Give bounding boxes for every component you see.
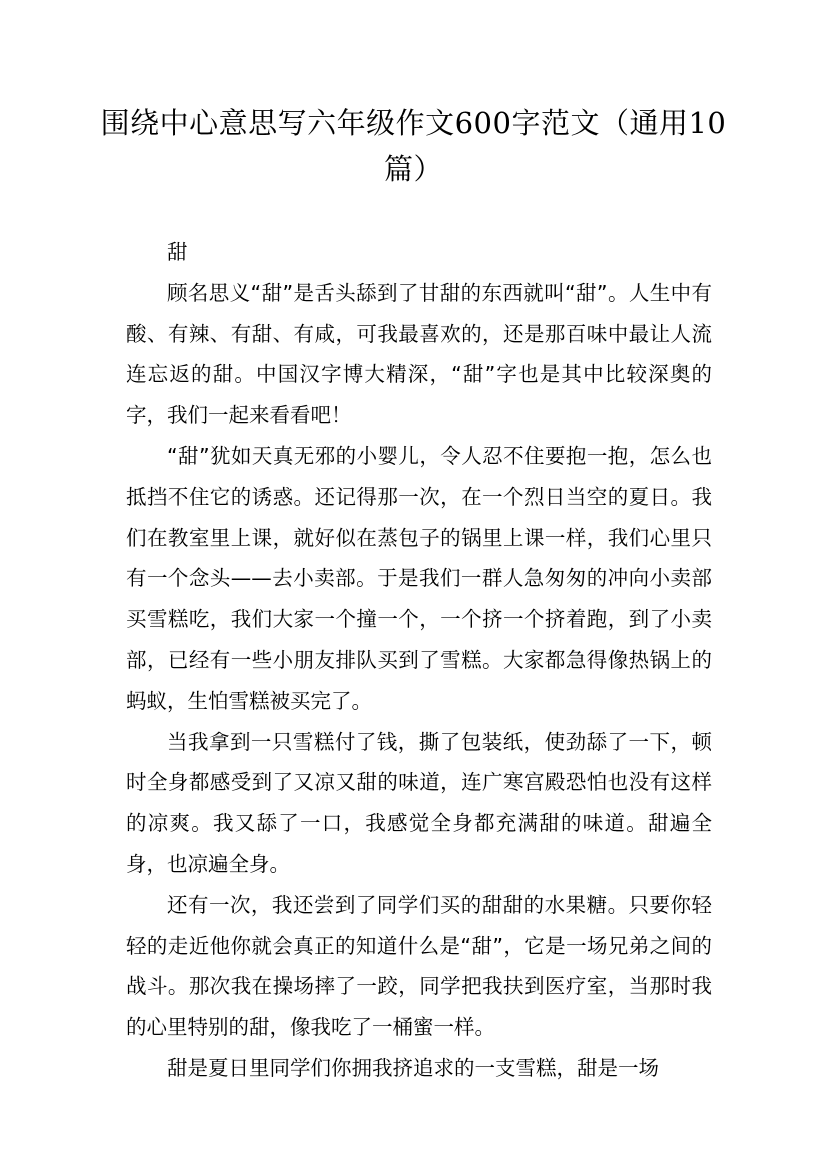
paragraph: 顾名思义“甜”是舌头舔到了甘甜的东西就叫“甜”。人生中有酸、有辣、有甜、有咸，可我最喜欢的，还是那百味中最让人流连忘返的甜。中国汉字博大精深，“甜”字也是其中比较深奥的字，我们一起来看看吧！	[126, 280, 712, 428]
paragraph: 还有一次，我还尝到了同学们买的甜甜的水果糖。只要你轻轻的走近他你就会真正的知道什么是“甜”，它是一场兄弟之间的战斗。那次我在操场摔了一跤，同学把我扶到医疗室，当那时我的心里特别的甜，像我吃了一桶蜜一样。	[126, 892, 712, 1040]
paragraph: 甜是夏日里同学们你拥我挤追求的一支雪糕，甜是一场	[167, 1055, 659, 1080]
document-title: 围绕中心意思写六年级作文600字范文（通用10篇）	[100, 106, 727, 186]
paragraph: 当我拿到一只雪糕付了钱，撕了包装纸，使劲舔了一下，顿时全身都感受到了又凉又甜的味道，连广寒宫殿恐怕也没有这样的凉爽。我又舔了一口，我感觉全身都充满甜的味道。甜遍全身，也凉遍全身。	[126, 729, 712, 876]
document-body	[126, 232, 712, 1089]
section-heading: 甜	[167, 240, 188, 264]
paragraph: “甜”犹如天真无邪的小婴儿，令人忍不住要抱一抱，怎么也抵挡不住它的诱惑。还记得那一次，在一个烈日当空的夏日。我们在教室里上课，就好似在蒸包子的锅里上课一样，我们心里只有一个念头——去小卖部。于是我们一群人急匆匆的冲向小卖部买雪糕吃，我们大家一个撞一个，一个挤一个挤着跑，到了小卖部，已经有一些小朋友排队买到了雪糕。大家都急得像热锅上的蚂蚁，生怕雪糕被买完了。	[126, 443, 712, 713]
